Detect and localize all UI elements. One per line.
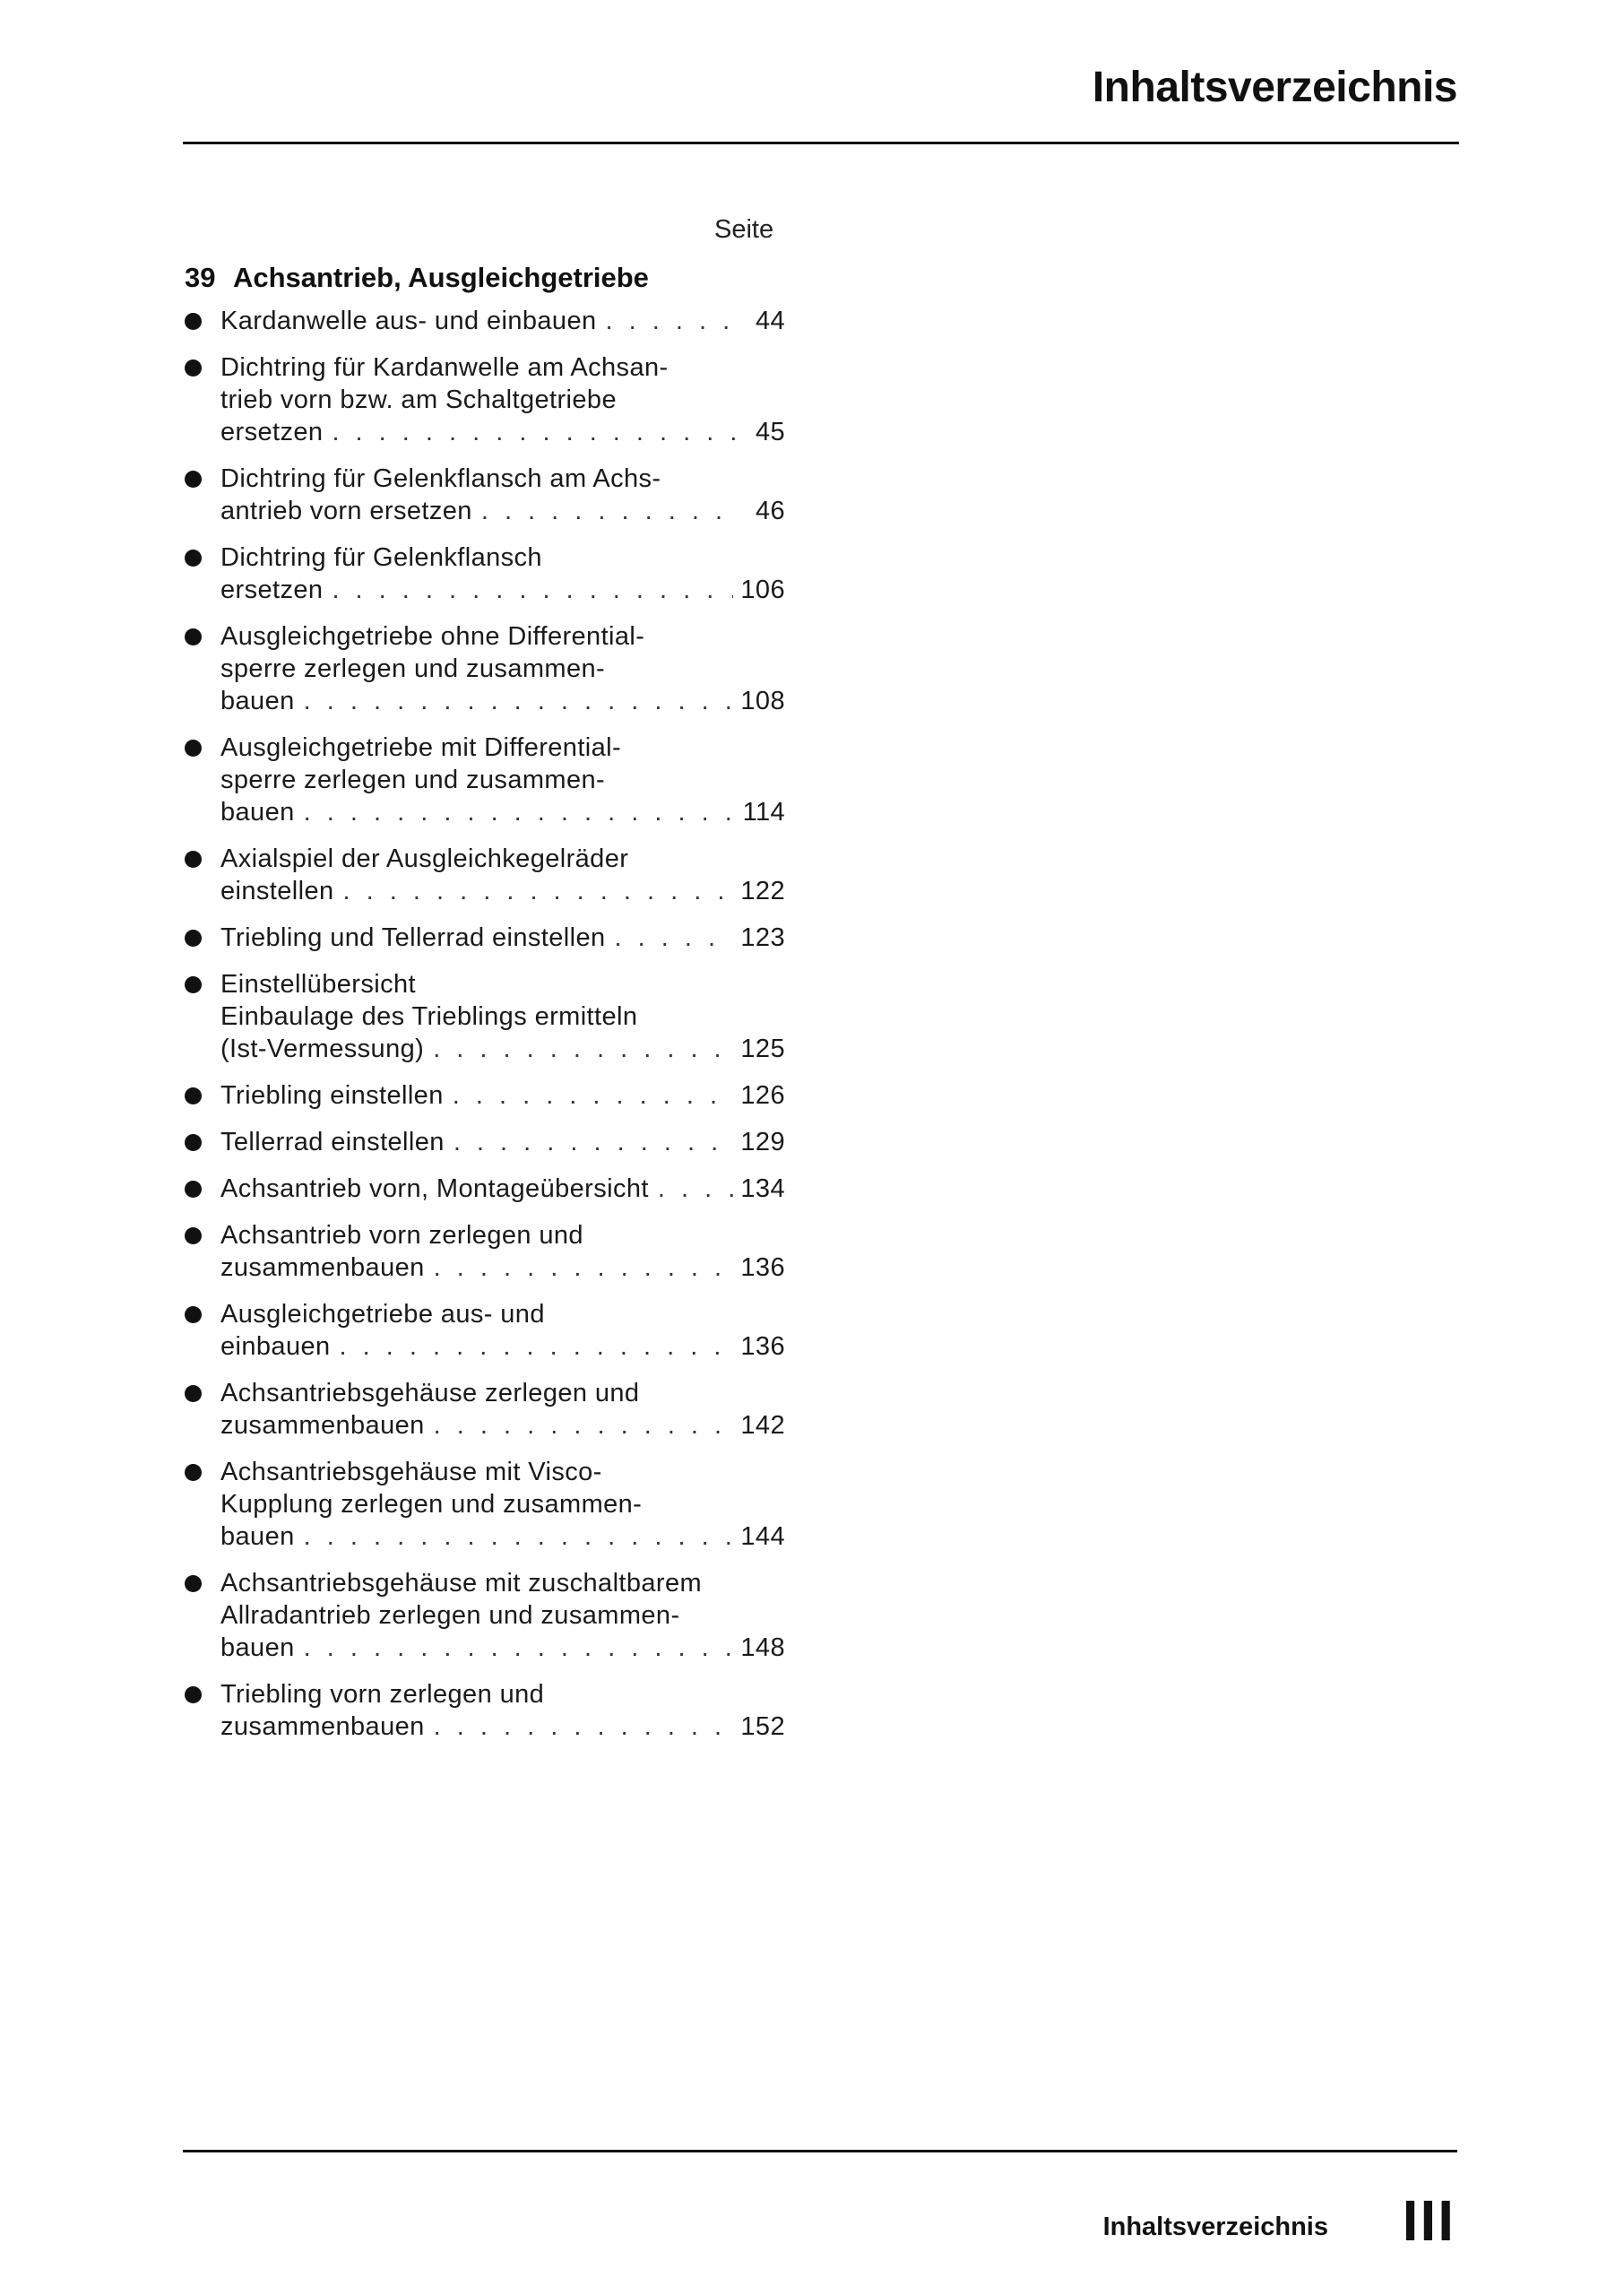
toc-entry [185,922,785,954]
toc-entry-text: Triebling einstellen [220,1081,444,1110]
footer-title: Inhaltsverzeichnis [1102,2213,1328,2241]
toc-entry-text: ersetzen [220,418,324,446]
toc-page-number: 44 [755,307,785,335]
toc-entry-text: zusammenbauen [220,1253,425,1282]
bullet-icon [185,550,202,567]
toc-list [185,305,785,1757]
toc-entry [185,620,785,717]
bullet-icon [185,313,202,330]
toc-entry-text: Ausgleichgetriebe ohne Differential- [220,622,645,651]
dot-leader [434,1710,734,1743]
bullet-icon [185,1575,202,1592]
toc-entry-text: ersetzen [220,576,324,604]
bullet-icon [185,1385,202,1402]
toc-entry [185,1079,785,1112]
toc-entry-text: einstellen [220,877,334,905]
dot-leader [304,796,736,828]
bullet-icon [185,628,202,645]
toc-entry-text: zusammenbauen [220,1411,425,1440]
toc-entry [185,305,785,337]
dot-leader [434,1409,734,1442]
toc-entry-text: Ausgleichgetriebe aus- und [220,1300,545,1329]
toc-entry-text: Achsantrieb vorn zerlegen und [220,1221,583,1250]
toc-page-number: 144 [740,1522,785,1551]
top-divider [183,142,1459,144]
bullet-icon [185,1227,202,1244]
page-title: Inhaltsverzeichnis [1092,64,1457,111]
bullet-icon [185,740,202,757]
toc-page-number: 136 [740,1332,785,1361]
toc-entry-text: Axialspiel der Ausgleichkegelräder [220,844,629,873]
toc-entry [185,843,785,907]
dot-leader [481,495,737,527]
toc-entry-text: Triebling vorn zerlegen und [220,1680,545,1709]
toc-page-number: 125 [740,1035,785,1063]
toc-entry-text: Dichtring für Gelenkflansch [220,543,542,572]
bullet-icon [185,1306,202,1323]
toc-page-number: 122 [740,877,785,905]
dot-leader [343,875,734,907]
toc-entry-text: sperre zerlegen und zusammen- [220,766,606,794]
toc-page-number: 106 [740,576,785,604]
toc-page-number: 123 [740,923,785,952]
toc-entry-text: Einbaulage des Trieblings ermitteln [220,1002,638,1031]
dot-leader [332,416,737,448]
toc-entry-text: Achsantriebsgehäuse mit zuschaltbarem [220,1569,703,1598]
toc-entry-text: Allradantrieb zerlegen und zusammen- [220,1601,680,1630]
toc-page-number: 136 [740,1253,785,1282]
dot-leader [658,1173,734,1205]
page-column-label: Seite [714,215,774,244]
bullet-icon [185,851,202,868]
toc-entry-text: Tellerrad einstellen [220,1128,445,1156]
toc-entry [185,1567,785,1664]
bottom-divider [183,2150,1457,2152]
toc-page-number: 148 [740,1633,785,1662]
toc-entry-text: Dichtring für Gelenkflansch am Achs- [220,464,661,493]
toc-entry [185,1298,785,1363]
toc-entry [185,1377,785,1442]
toc-page-number: 129 [740,1128,785,1156]
dot-leader [434,1251,734,1284]
toc-entry-text: sperre zerlegen und zusammen- [220,654,606,683]
bullet-icon [185,359,202,377]
chapter-title: Achsantrieb, Ausgleichgetriebe [232,262,649,293]
bullet-icon [185,1464,202,1481]
dot-leader [304,1520,734,1553]
toc-entry-text: zusammenbauen [220,1712,425,1741]
toc-page-number: 152 [740,1712,785,1741]
toc-page-number: 108 [740,687,785,715]
toc-entry [185,1126,785,1158]
toc-entry-text: bauen [220,1522,295,1551]
bullet-icon [185,1134,202,1151]
bullet-icon [185,1087,202,1104]
toc-entry-text: Achsantrieb vorn, Montageübersicht [220,1174,649,1203]
toc-entry [185,1456,785,1553]
toc-page-number: 134 [740,1174,785,1203]
toc-entry-text: Achsantriebsgehäuse zerlegen und [220,1379,640,1407]
toc-entry-text: Triebling und Tellerrad einstellen [220,923,606,952]
toc-entry-text: Kupplung zerlegen und zusammen- [220,1490,643,1519]
dot-leader [606,305,737,337]
toc-entry-text: Achsantriebsgehäuse mit Visco- [220,1458,602,1486]
toc-entry-text: trieb vorn bzw. am Schaltgetriebe [220,385,617,414]
dot-leader [454,1126,734,1158]
bullet-icon [185,471,202,488]
footer-page-number: III [1402,2188,1456,2253]
bullet-icon [185,1181,202,1198]
toc-entry-text: bauen [220,798,295,827]
bullet-icon [185,976,202,993]
toc-entry-text: Ausgleichgetriebe mit Differential- [220,733,622,762]
toc-page-number: 45 [755,418,785,446]
toc-entry-text: bauen [220,1633,295,1662]
toc-page-number: 126 [740,1081,785,1110]
toc-entry [185,463,785,527]
toc-entry-text: Einstellübersicht [220,970,416,999]
toc-entry-text: Dichtring für Kardanwelle am Achsan- [220,353,669,382]
dot-leader [332,574,733,606]
chapter-number: 39 [185,262,216,293]
toc-entry [185,732,785,828]
toc-entry-text: (Ist-Vermessung) [220,1035,425,1063]
dot-leader [433,1033,733,1065]
bullet-icon [185,930,202,947]
toc-entry [185,1678,785,1743]
dot-leader [615,922,734,954]
toc-page-number: 46 [755,497,785,525]
toc-entry [185,541,785,606]
toc-entry-text: Kardanwelle aus- und einbauen [220,307,597,335]
toc-page-number: 142 [740,1411,785,1440]
dot-leader [453,1079,734,1112]
chapter-heading [185,262,649,294]
bullet-icon [185,1686,202,1703]
toc-entry-text: einbauen [220,1332,331,1361]
toc-entry-text: antrieb vorn ersetzen [220,497,472,525]
toc-entry [185,968,785,1065]
dot-leader [340,1330,734,1363]
toc-entry [185,1219,785,1284]
toc-entry [185,351,785,448]
toc-entry-text: bauen [220,687,295,715]
dot-leader [304,685,734,717]
dot-leader [304,1632,734,1664]
toc-entry [185,1173,785,1205]
toc-page-number: 114 [742,798,785,827]
